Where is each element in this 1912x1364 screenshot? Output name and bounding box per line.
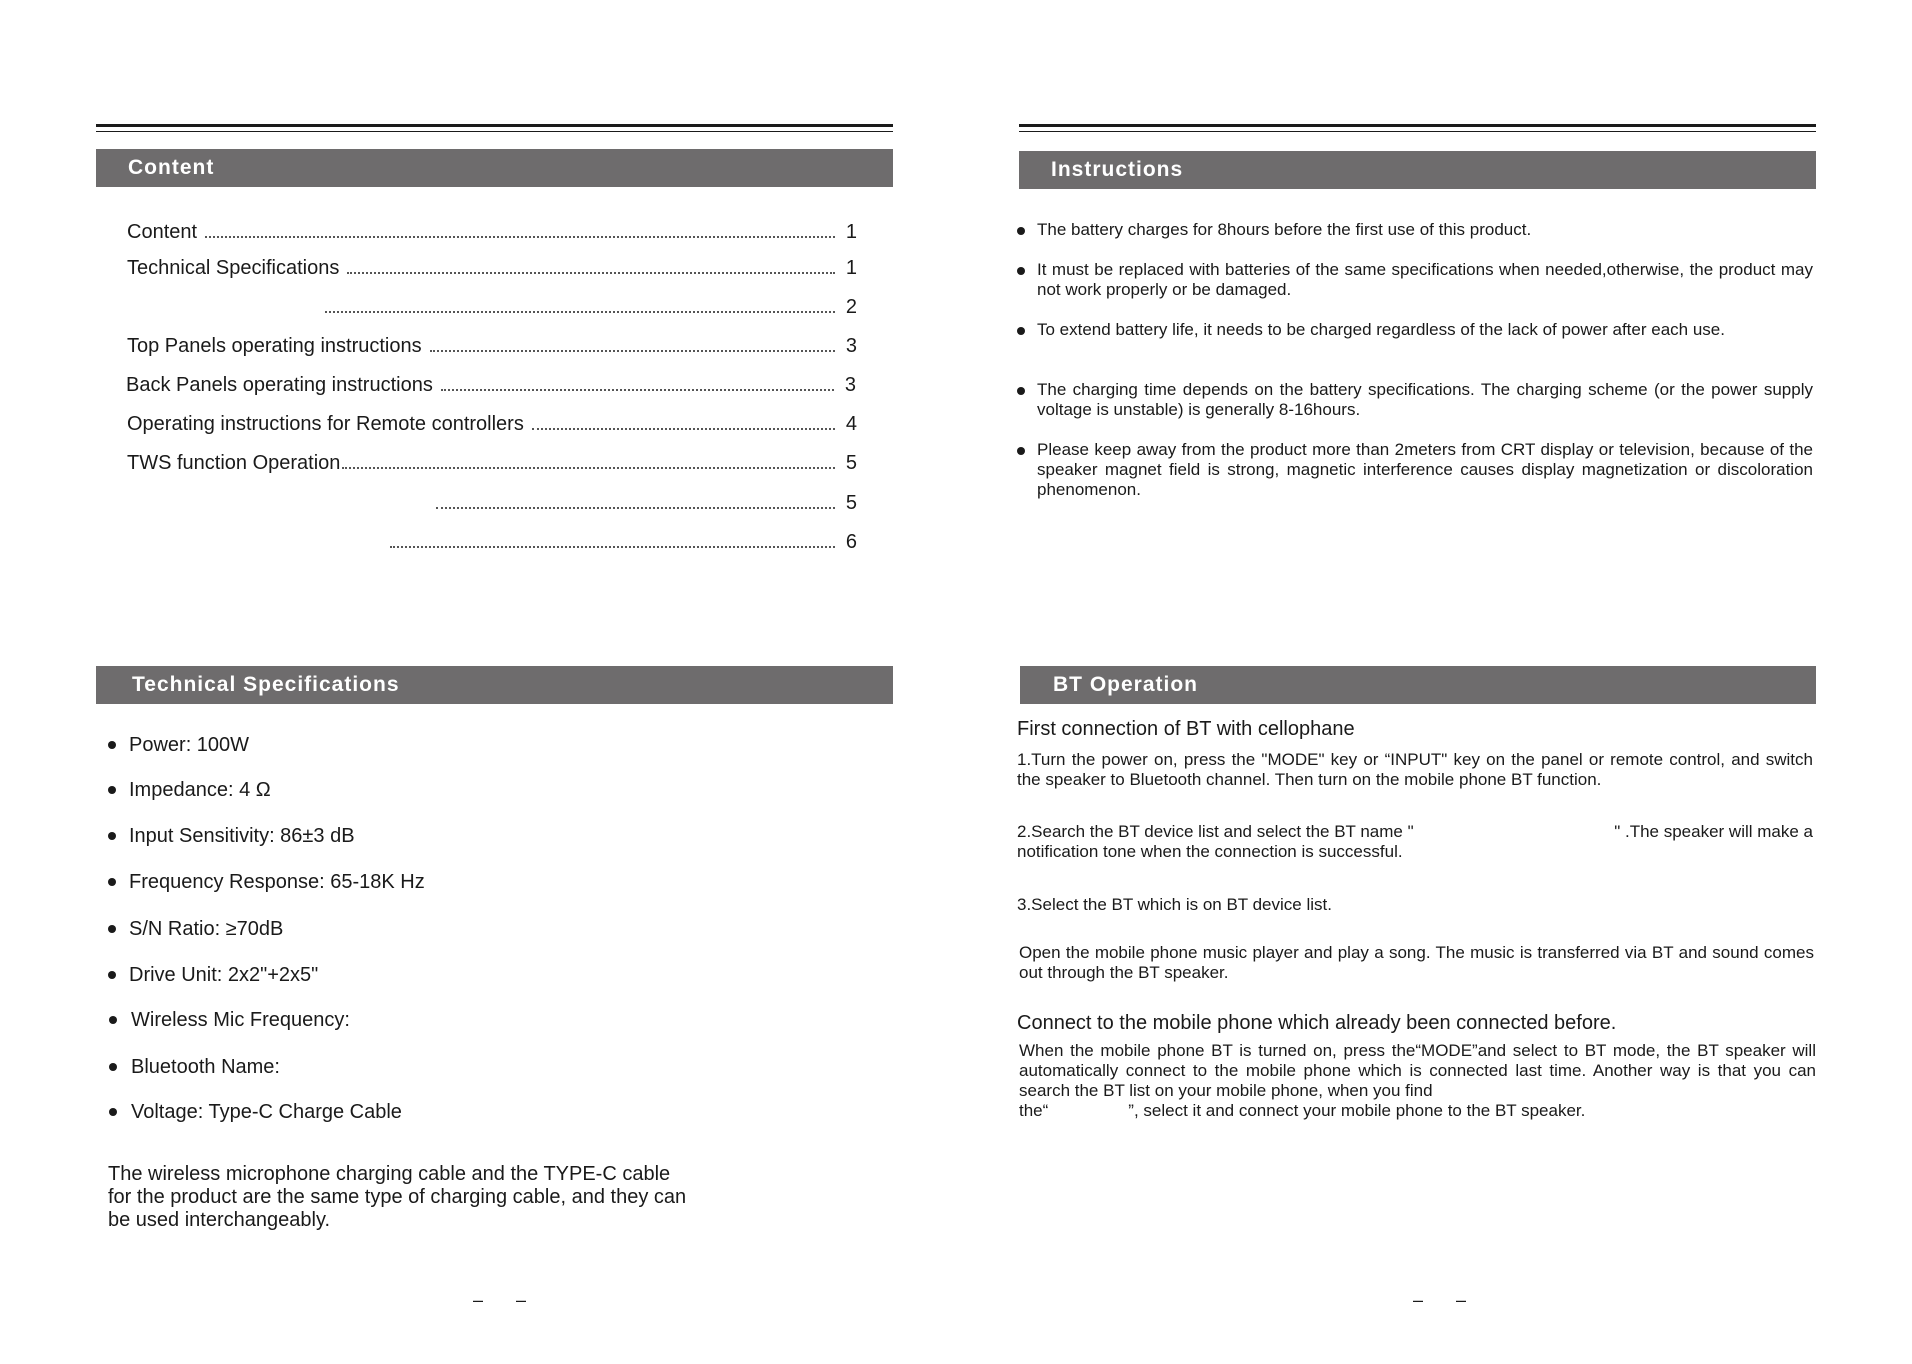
toc-row[interactable]: [127, 406, 857, 436]
bullet-icon: [109, 1099, 131, 1125]
toc-title: Operating instructions for Remote controllers: [127, 413, 524, 435]
toc-row[interactable]: [127, 445, 857, 475]
toc-title: Back Panels operating instructions: [126, 374, 433, 396]
toc-title: Content: [127, 221, 198, 243]
toc-row[interactable]: [127, 328, 857, 358]
bt-step-2-text-a: 2.Search the BT device list and select the BT name ": [1017, 822, 1414, 841]
toc-page: 6: [845, 531, 857, 553]
toc-row[interactable]: [127, 250, 857, 280]
toc-row[interactable]: [127, 214, 857, 244]
bt-first-connection-title: First connection of BT with cellophane: [1017, 718, 1355, 740]
list-item: S/N Ratio: ≥70dB: [108, 916, 283, 942]
bt-reconnect-text: [1019, 1041, 1816, 1121]
left-top-rule: [96, 124, 893, 132]
bullet-icon: [108, 732, 129, 758]
bt-step-1: 1.Turn the power on, press the "MODE" key or “INPUT" key on the panel or remote control, and switch the speaker to Bluetooth channel. Then turn on the mobile phone BT function.: [1017, 750, 1813, 789]
bt-step-2-text-b: " .The speaker will make a: [1614, 822, 1813, 841]
list-item: Voltage: Type-C Charge Cable: [109, 1099, 402, 1125]
bullet-icon: [108, 916, 129, 942]
bullet-icon: [1017, 440, 1037, 500]
toc-row[interactable]: [325, 289, 857, 319]
bullet-icon: [1017, 380, 1037, 420]
bt-reconnect-title: Connect to the mobile phone which already been connected before.: [1017, 1012, 1617, 1034]
bt-play-music: Open the mobile phone music player and play a song. The music is transferred via BT and sound comes out through the BT speaker.: [1019, 943, 1814, 982]
right-top-rule: [1019, 124, 1816, 132]
list-item: Wireless Mic Frequency:: [109, 1007, 350, 1033]
list-item: Drive Unit: 2x2"+2x5": [108, 962, 318, 988]
list-item: Please keep away from the product more than 2meters from CRT display or television, because of the speaker magnet field is strong, magnetic interference causes display magnetization or discoloration phenomenon.: [1017, 440, 1813, 500]
bt-reconnect-text-a: When the mobile phone BT is turned on, press the“MODE”and select to BT mode, the BT speaker will automatically connect to the mobile phone which is connected last time. Another way is that you can search the BT list on your mobile phone, when you find: [1019, 1041, 1816, 1100]
bt-reconnect-text-c: ”, select it and connect your mobile phone to the BT speaker.: [1128, 1101, 1586, 1120]
technical-specifications-header: Technical Specifications: [96, 666, 893, 704]
toc-page: 2: [845, 296, 857, 318]
toc-page: 5: [845, 492, 857, 514]
cable-note: The wireless microphone charging cable and the TYPE-C cable for the product are the same type of charging cable, and they can be used interchangeably.: [108, 1163, 687, 1231]
list-item: The charging time depends on the battery specifications. The charging scheme (or the power supply voltage is unstable) is generally 8-16hours.: [1017, 380, 1813, 420]
content-header: Content: [96, 149, 893, 187]
instructions-header: Instructions: [1019, 151, 1816, 189]
toc-title: TWS function Operation: [127, 452, 341, 474]
bt-step-2: [1017, 822, 1813, 862]
list-item: The battery charges for 8hours before the first use of this product.: [1017, 220, 1813, 240]
bt-reconnect-text-b: the“: [1019, 1101, 1049, 1120]
list-item: To extend battery life, it needs to be charged regardless of the lack of power after each use.: [1017, 320, 1813, 340]
toc-row[interactable]: [436, 485, 857, 515]
bullet-icon: [1017, 220, 1037, 240]
bullet-icon: [109, 1007, 131, 1033]
bt-step-2-text-c: notification tone when the connection is successful.: [1017, 842, 1403, 861]
list-item: Power: 100W: [108, 732, 249, 758]
toc-page: 3: [844, 374, 856, 396]
bullet-icon: [1017, 320, 1037, 340]
bt-step-3: 3.Select the BT which is on BT device list.: [1017, 895, 1332, 914]
page-number: – –: [473, 1290, 541, 1310]
list-item: It must be replaced with batteries of the same specifications when needed,otherwise, the product may not work properly or be damaged.: [1017, 260, 1813, 300]
toc-page: 5: [845, 452, 857, 474]
bullet-icon: [1017, 260, 1037, 300]
toc-page: 4: [845, 413, 857, 435]
bullet-icon: [108, 869, 129, 895]
page-number: – –: [1413, 1290, 1481, 1310]
bullet-icon: [108, 962, 129, 988]
toc-page: 1: [845, 257, 857, 279]
toc-row[interactable]: [126, 367, 856, 397]
bullet-icon: [108, 823, 129, 849]
list-item: Bluetooth Name:: [109, 1054, 280, 1080]
toc-page: 3: [845, 335, 857, 357]
bullet-icon: [108, 777, 129, 803]
toc-page: 1: [845, 221, 857, 243]
bullet-icon: [109, 1054, 131, 1080]
list-item: Input Sensitivity: 86±3 dB: [108, 823, 355, 849]
toc-row[interactable]: [390, 524, 857, 554]
toc-title: Technical Specifications: [127, 257, 340, 279]
bt-operation-header: BT Operation: [1020, 666, 1816, 704]
list-item: Frequency Response: 65-18K Hz: [108, 869, 425, 895]
toc-title: Top Panels operating instructions: [127, 335, 422, 357]
list-item: Impedance: 4 Ω: [108, 777, 271, 803]
